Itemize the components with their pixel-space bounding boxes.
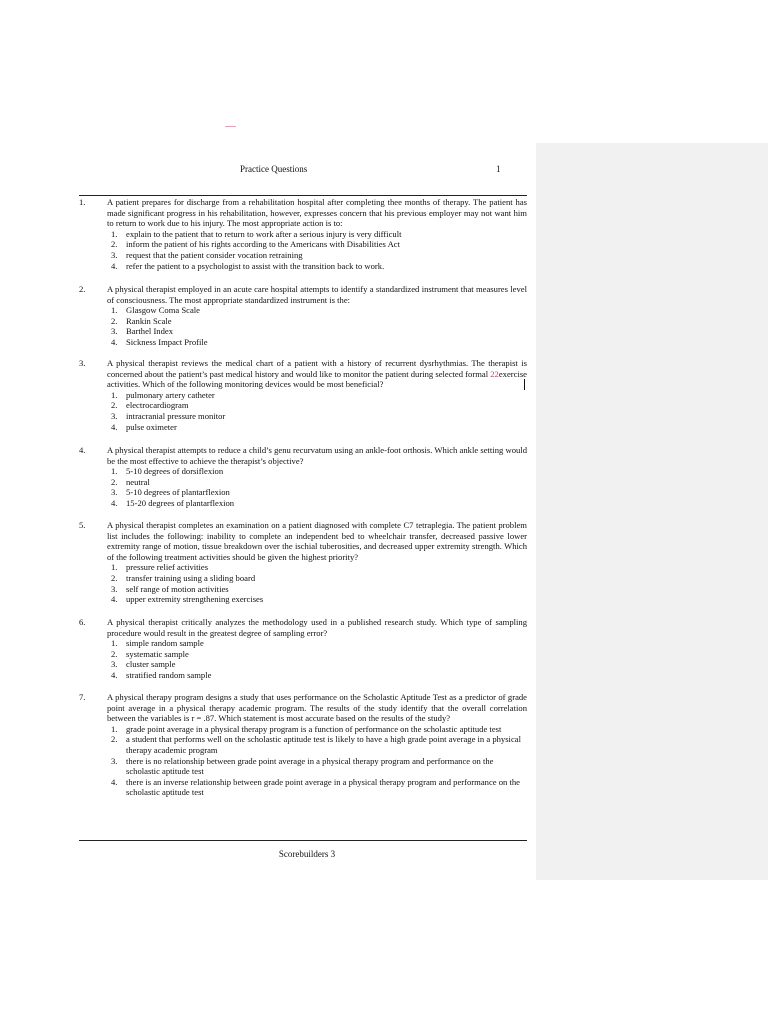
question-stem[interactable]: A physical therapist critically analyzes the methodology used in a published research study. Which type of sampling procedure would result in the greatest degree of sampling error?: [107, 617, 527, 638]
answer-option[interactable]: 1. explain to the patient that to return to work after a serious injury is very difficult: [111, 228, 402, 239]
answer-option[interactable]: 1. pressure relief activities: [111, 562, 209, 573]
question-number: 2.: [79, 284, 86, 294]
question-stem[interactable]: A physical therapist reviews the medical chart of a patient with a history of recurrent dysrhythmias. The therapist is concerned about the patient’s past medical history and would like to monitor the patient during selected formal 22exercise activities. Which of the following monitoring devices would be most beneficial?: [107, 358, 527, 390]
answer-option[interactable]: 2. a student that performs well on the scholastic aptitude test is likely to have a high grade point average in a physical therapy academic program: [111, 734, 521, 755]
answer-list: [79, 229, 527, 271]
answer-option[interactable]: 3. there is no relationship between grade point average in a physical therapy program and performance on the scholastic aptitude test: [111, 755, 494, 777]
answer-option[interactable]: 3. cluster sample: [111, 659, 176, 670]
footer-rule: [79, 840, 527, 841]
answer-option[interactable]: 3. intracranial pressure monitor: [111, 410, 226, 421]
answer-option[interactable]: 1. 5-10 degrees of dorsiflexion: [111, 466, 224, 477]
answer-list: [79, 562, 527, 604]
answer-option[interactable]: 2. Rankin Scale: [111, 315, 172, 326]
answer-option[interactable]: 1. grade point average in a physical therapy program is a function of performance on the scholastic aptitude test: [111, 723, 502, 734]
answer-option[interactable]: 3. 5-10 degrees of plantarflexion: [111, 487, 230, 498]
page-footer: Scorebuilders 3: [278, 849, 336, 859]
question-number: 7.: [79, 692, 86, 702]
question-5: [79, 520, 527, 605]
answer-option[interactable]: 4. pulse oximeter: [111, 421, 177, 432]
answer-option[interactable]: 1. Glasgow Coma Scale: [111, 305, 200, 316]
answer-option[interactable]: 2. inform the patient of his rights according to the Americans with Disabilities Act: [111, 239, 400, 250]
question-3: [79, 358, 527, 432]
question-stem[interactable]: A patient prepares for discharge from a rehabilitation hospital after completing thee months of therapy. The patient has made significant progress in his rehabilitation, however, expresses concern that his previous employer may not want him to return to work due to his injury. The most appropriate action is to:: [107, 197, 527, 229]
answer-option[interactable]: 2. transfer training using a sliding board: [111, 572, 256, 583]
revision-mark: [225, 126, 236, 127]
answer-option[interactable]: 3. request that the patient consider vocation retraining: [111, 249, 303, 260]
tracked-change-insertion: 22: [490, 368, 499, 379]
question-number: 1.: [79, 197, 86, 207]
header-rule: [79, 195, 527, 196]
comments-pane: [536, 143, 768, 880]
answer-option[interactable]: 2. electrocardiogram: [111, 400, 189, 411]
answer-option[interactable]: 2. systematic sample: [111, 648, 189, 659]
answer-option[interactable]: 4. there is an inverse relationship between grade point average in a physical therapy program and performance on the scholastic aptitude test: [111, 776, 520, 798]
answer-option[interactable]: 4. refer the patient to a psychologist to assist with the transition back to work.: [111, 260, 385, 271]
answer-option[interactable]: 4. 15-20 degrees of plantarflexion: [111, 497, 235, 508]
question-number: 3.: [79, 358, 86, 368]
page-header-title: Practice Questions: [240, 164, 308, 174]
question-4: [79, 445, 527, 509]
text-cursor: [524, 379, 525, 390]
answer-option[interactable]: 3. self range of motion activities: [111, 583, 229, 594]
answer-list: [79, 390, 527, 432]
question-number: 5.: [79, 520, 86, 530]
question-1: [79, 197, 527, 271]
answer-list: [79, 466, 527, 508]
answer-list: [79, 305, 527, 347]
answer-option[interactable]: 4. stratified random sample: [111, 669, 212, 680]
question-7: [79, 692, 527, 798]
answer-option[interactable]: 4. upper extremity strengthening exercises: [111, 594, 264, 605]
answer-option[interactable]: 3. Barthel Index: [111, 326, 174, 337]
question-6: [79, 617, 527, 681]
question-number: 4.: [79, 445, 86, 455]
question-stem[interactable]: A physical therapist employed in an acute care hospital attempts to identify a standardized instrument that measures level of consciousness. The most appropriate standardized instrument is the:: [107, 284, 527, 305]
question-stem[interactable]: A physical therapist attempts to reduce a child’s genu recurvatum using an ankle-foot orthosis. Which ankle setting would be the most effective to achieve the therapist’s objective?: [107, 445, 527, 466]
answer-option[interactable]: 1. pulmonary artery catheter: [111, 389, 215, 400]
page-number: 1: [496, 164, 501, 174]
question-2: [79, 284, 527, 348]
answer-list: [79, 638, 527, 680]
question-stem[interactable]: A physical therapy program designs a study that uses performance on the Scholastic Aptitude Test as a predictor of grade point average in a physical therapy academic program. The results of the study identify that the overall correlation between the variables is r = .87. Which statement is most accurate based on the results of the study?: [107, 692, 527, 724]
answer-option[interactable]: 2. neutral: [111, 476, 150, 487]
answer-option[interactable]: 4. Sickness Impact Profile: [111, 336, 208, 347]
answer-option[interactable]: 1. simple random sample: [111, 638, 204, 649]
question-stem[interactable]: A physical therapist completes an examination on a patient diagnosed with complete C7 tetraplegia. The patient problem list includes the following: inability to complete an independent bed to wheelchair transfer, decreased passive lower extremity range of motion, tissue breakdown over the ischial tuberosities, and decreased upper extremity strength. Which of the following treatment activities should be given the highest priority?: [107, 520, 527, 562]
question-number: 6.: [79, 617, 86, 627]
answer-list: [79, 724, 527, 798]
